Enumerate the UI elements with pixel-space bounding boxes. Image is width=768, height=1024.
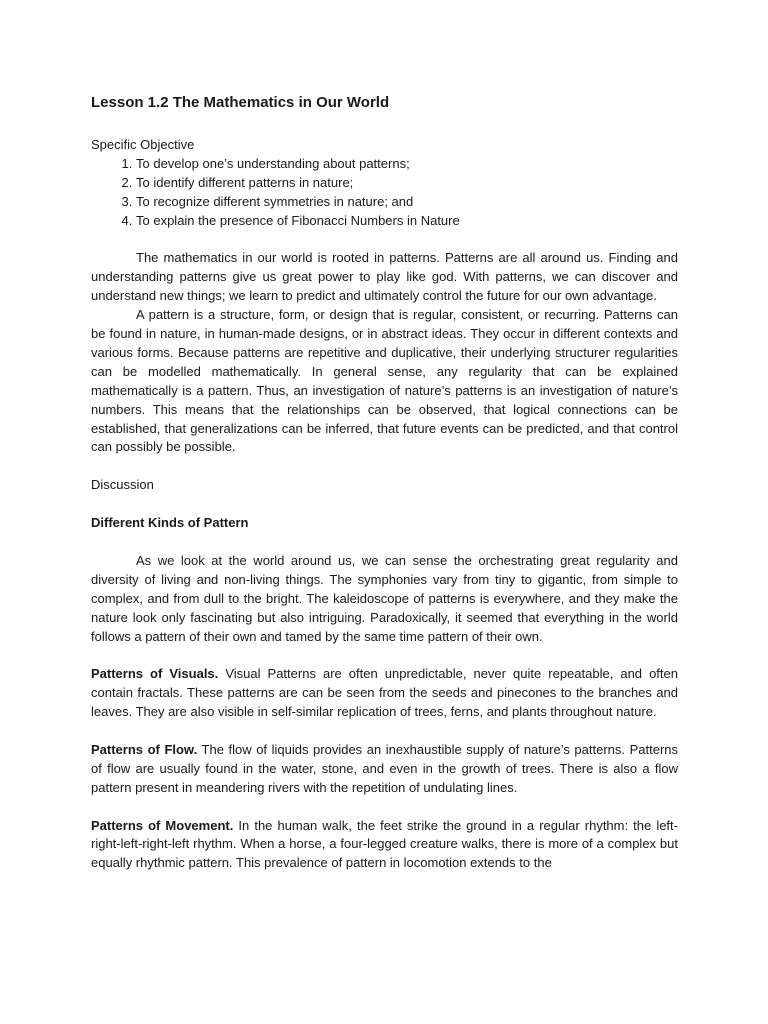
visuals-lead: Patterns of Visuals. xyxy=(91,666,219,682)
visuals-text: Visual Patterns are often unpredictable, never quite repeatable, and often contain fractals. These patterns are can be seen from the seeds and pinecones to the branches and leaves. They are also visible in self-similar replication of trees, ferns, and plants throughout nature. xyxy=(91,666,678,720)
document-page xyxy=(91,92,678,873)
intro-paragraph-2: A pattern is a structure, form, or design that is regular, consistent, or recurring. Patterns can be found in nature, in human-made designs, or in abstract ideas. They occur in different contexts and various forms. Because patterns are repetitive and duplicative, their underlying structurer regularities can be modelled mathematically. In general sense, any regularity that can be explained mathematically is a pattern. Thus, an investigation of nature’s patterns is an investigation of nature’s numbers. This means that the relationships can be observed, that logical connections can be established, that generalizations can be inferred, that future events can be predicted, and that control can possibly be possible. xyxy=(91,307,678,455)
flow-text: The flow of liquids provides an inexhaustible supply of nature’s patterns. Patterns of flow are usually found in the water, stone, and even in the growth of trees. There is also a flow pattern present in meandering rivers with the repetition of undulating lines. xyxy=(91,741,678,795)
section-subheading: Different Kinds of Pattern xyxy=(91,515,249,531)
visuals-paragraph xyxy=(91,665,678,722)
discussion-heading: Discussion xyxy=(91,477,154,493)
objectives-list xyxy=(91,155,678,231)
movement-text: In the human walk, the feet strike the ground in a regular rhythm: the left-right-left-right-left rhythm. When a horse, a four-legged creature walks, there is more of a complex but equally rhythmic pattern. This prevalence of pattern in locomotion extends to the xyxy=(91,817,678,871)
flow-paragraph xyxy=(91,741,678,798)
discussion-paragraph: As we look at the world around us, we can sense the orchestrating great regularity and diversity of living and non-living things. The symphonies vary from tiny to gigantic, from simple to complex, and from dull to the bright. The kaleidoscope of patterns is everywhere, and they make the nature look only fascinating but also intriguing. Paradoxically, it seemed that everything in the world follows a pattern of their own and tamed by the same time pattern of their own. xyxy=(91,552,678,644)
lesson-title: Lesson 1.2 The Mathematics in Our World xyxy=(91,94,390,111)
intro-paragraph-1: The mathematics in our world is rooted in patterns. Patterns are all around us. Finding and understanding patterns give us great power to play like god. With patterns, we can discover and understand new things; we learn to predict and ultimately control the future for our own advantage. xyxy=(91,250,678,304)
objective-item: 4. To explain the presence of Fibonacci Numbers in Nature xyxy=(136,212,678,231)
objectives-heading: Specific Objective xyxy=(91,137,195,152)
movement-paragraph xyxy=(91,817,678,874)
movement-lead: Patterns of Movement. xyxy=(91,817,234,833)
objective-item: 2. To identify different patterns in nature; xyxy=(136,174,678,193)
objective-item: 3. To recognize different symmetries in nature; and xyxy=(136,193,678,212)
flow-lead: Patterns of Flow. xyxy=(91,741,198,757)
objective-item: 1. To develop one’s understanding about patterns; xyxy=(136,155,678,174)
